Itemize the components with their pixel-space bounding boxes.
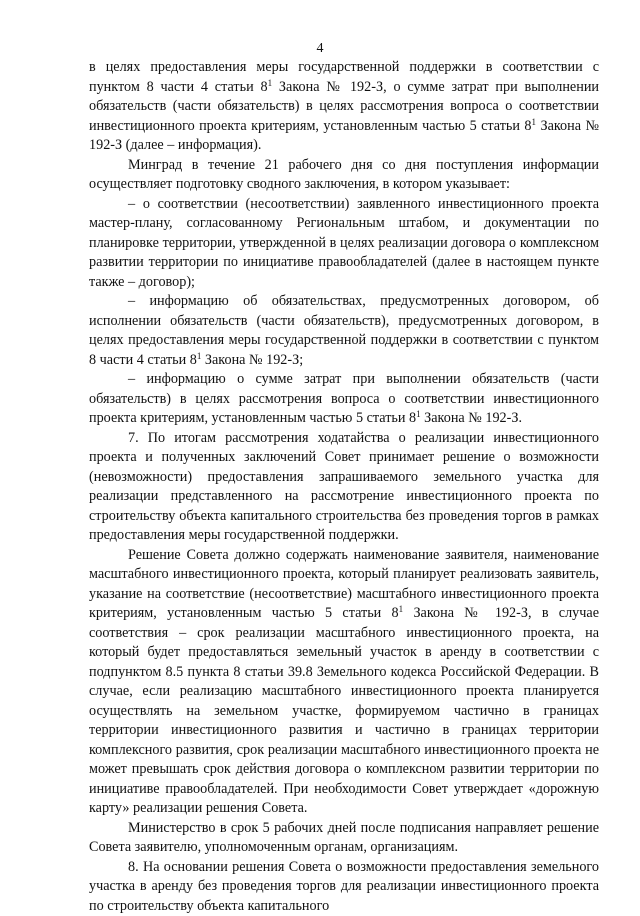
list-item-master-plan: – о соответствии (несоответствии) заявленного инвестиционного проекта мастер-плану, согласованному Региональным штабом, и документации по планировке территории, утвержденной в целях реализации договора о комплексном развитии территории по инициативе правообладателей (далее в настоящем пункте также – договор); xyxy=(89,195,599,293)
paragraph-item-8: 8. На основании решения Совета о возможности предоставления земельного участка в аренду без проведения торгов для реализации инвестиционного проекта по строительству объекта капитального xyxy=(89,858,599,916)
list-item-obligations: – информацию об обязательствах, предусмотренных договором, об исполнении обязательств (части обязательств), предусмотренных договором, в целях предоставления меры государственной поддержки в соответствии с пунктом 8 части 4 статьи $8^1$ Закона № 192-З; xyxy=(89,292,599,370)
paragraph-ministry-sending: Министерство в срок 5 рабочих дней после подписания направляет решение Совета заявителю, уполномоченным органам, организациям. xyxy=(89,819,599,858)
paragraph-council-decision: Решение Совета должно содержать наименование заявителя, наименование масштабного инвестиционного проекта, который планирует реализовать заявитель, указание на соответствие (несоответствие) масштабного инвестиционного проекта критериям, установленным частью 5 статьи $8^1$ Закона № 192-З, в случае соответствия – срок реализации масштабного инвестиционного проекта, на который будет предоставляться земельный участок в аренду в соответствии с подпунктом 8.5 пункта 8 статьи 39.8 Земельного кодекса Российской Федерации. В случае, если реализацию масштабного инвестиционного проекта планируется осуществлять на земельном участке, формируемом частично в границах территории инвестиционного развития и частично в границах территории комплексного развития, срок реализации масштабного инвестиционного проекта не может превышать срок действия договора о комплексном развитии территории по инициативе правообладателей. При необходимости Совет утверждает «дорожную карту» реализации решения Совета. xyxy=(89,546,599,819)
paragraph-item-7: 7. По итогам рассмотрения ходатайства о реализации инвестиционного проекта и полученных заключений Совет принимает решение о возможности (невозможности) предоставления запрашиваемого земельного участка для реализации представленного на рассмотрение инвестиционного проекта по строительству объекта капитального строительства без проведения торгов в рамках предоставления меры государственной поддержки. xyxy=(89,429,599,546)
paragraph-mingrad-conclusion: Минград в течение 21 рабочего дня со дня поступления информации осуществляет подготовку сводного заключения, в котором указывает: xyxy=(89,156,599,195)
paragraph-intro-continuation: в целях предоставления меры государственной поддержки в соответствии с пунктом 8 части 4 статьи $8^1$ Закона № 192-З, о сумме затрат при выполнении обязательств (части обязательств) в целях рассмотрения вопроса о соответствии инвестиционного проекта критериям, установленным частью 5 статьи $8^1$ Закона № 192-З (далее – информация). xyxy=(89,58,599,156)
page-number: 4 xyxy=(0,41,640,57)
list-item-costs: – информацию о сумме затрат при выполнении обязательств (части обязательств) в целях рассмотрения вопроса о соответствии инвестиционного проекта критериям, установленным частью 5 статьи $8^1$ Закона № 192-З. xyxy=(89,370,599,429)
document-body xyxy=(89,58,599,916)
